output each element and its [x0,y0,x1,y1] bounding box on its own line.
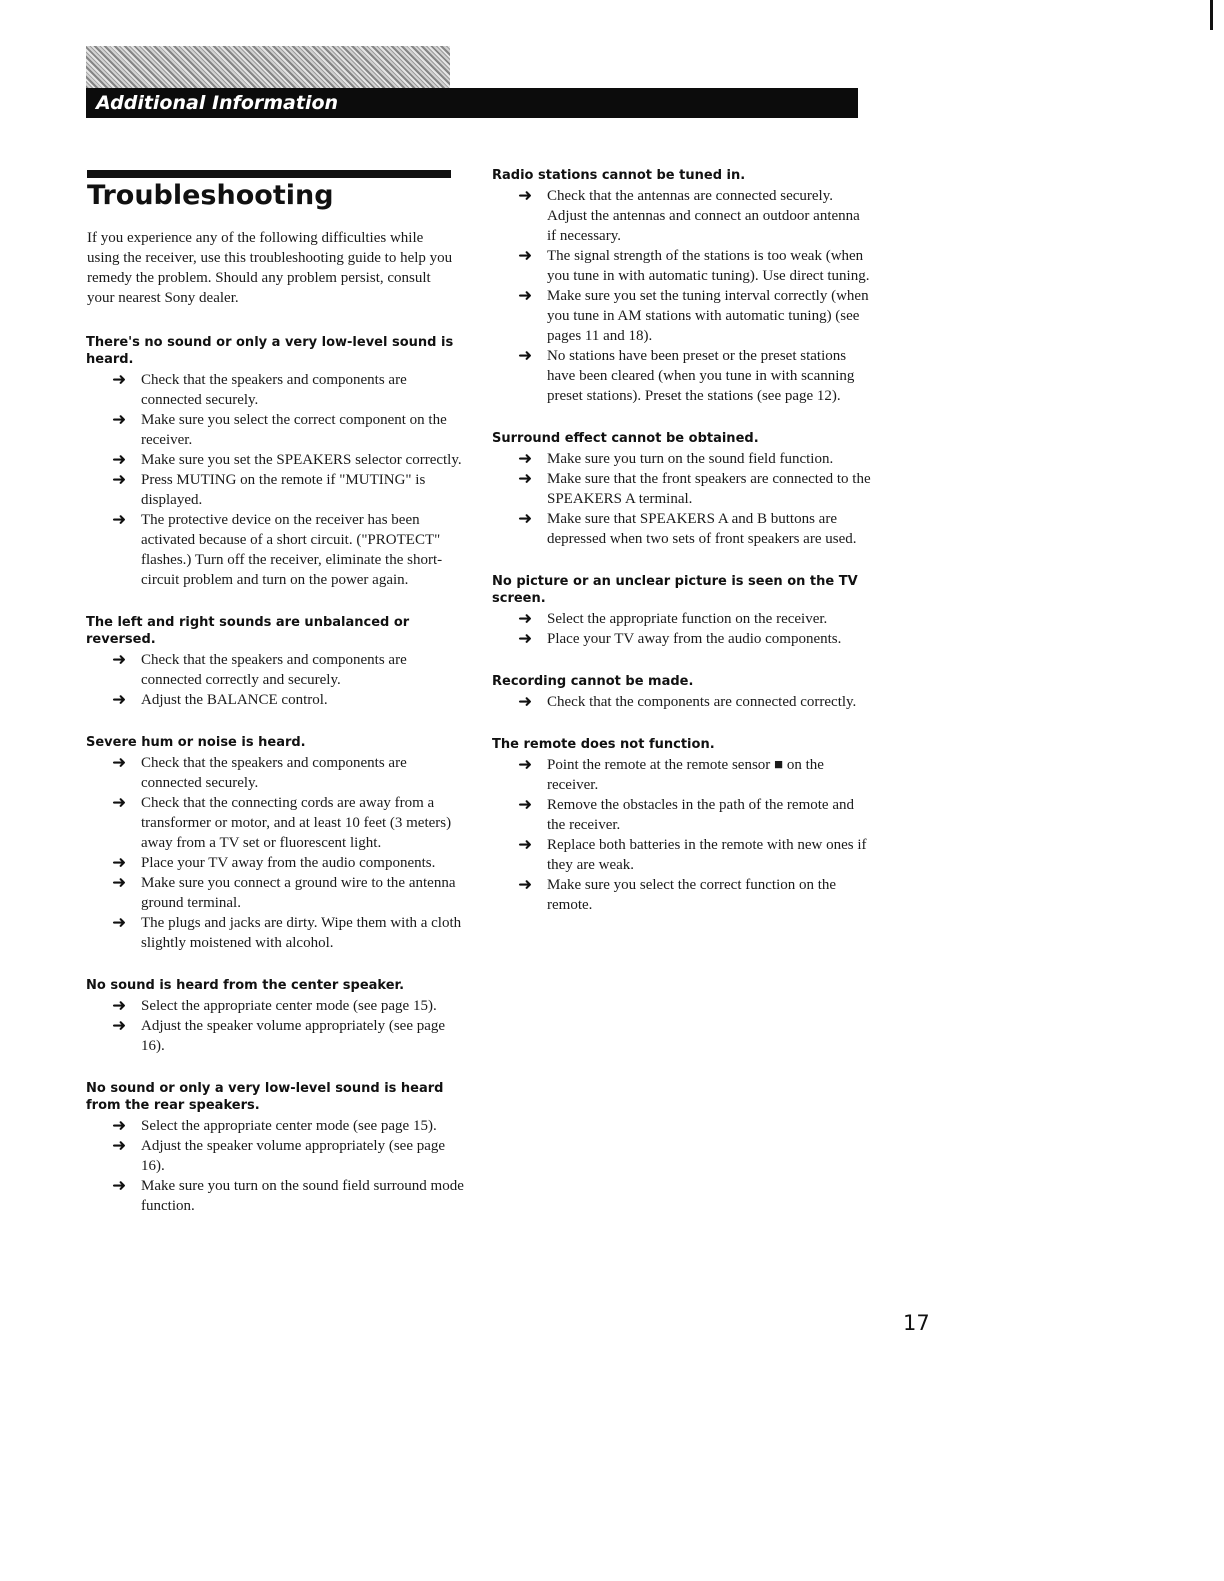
solution-text: Make sure you select the correct component on the receiver. [141,412,447,448]
solution-text: Check that the speakers and components are connected securely. [141,755,407,791]
solution-item [86,650,466,690]
solution-text: Check that the antennas are connected securely. Adjust the antennas and connect an outdoor antenna if necessary. [547,188,860,244]
intro-paragraph: If you experience any of the following difficulties while using the receiver, use this troubleshooting guide to help you remedy the problem. Should any problem persist, consult your nearest Sony dealer. [87,230,453,306]
solution-item [86,1016,466,1056]
solution-item [492,509,872,549]
solution-text: Remove the obstacles in the path of the remote and the receiver. [547,797,854,833]
solution-item [86,450,466,470]
right-arrow-icon: ➜ [518,246,533,266]
right-arrow-icon: ➜ [518,835,533,855]
title-rule [87,170,451,178]
right-arrow-icon: ➜ [112,410,127,430]
solution-item [492,346,872,406]
solution-text: The plugs and jacks are dirty. Wipe them with a cloth slightly moistened with alcohol. [141,915,462,951]
right-arrow-icon: ➜ [518,692,533,712]
solution-item [492,755,872,795]
section-heading: The left and right sounds are unbalanced or reversed. [86,615,410,647]
solution-text: Make sure you turn on the sound field function. [547,451,834,467]
section-heading: The remote does not function. [492,737,715,752]
solution-item [86,873,466,913]
section-heading: Surround effect cannot be obtained. [492,431,759,446]
solution-item [86,853,466,873]
solution-item [492,875,872,915]
right-arrow-icon: ➜ [518,286,533,306]
section-heading: Severe hum or noise is heard. [86,735,306,750]
solution-text: Make sure you connect a ground wire to the antenna ground terminal. [141,875,456,911]
right-arrow-icon: ➜ [112,650,127,670]
page-title: Troubleshooting [87,180,334,211]
right-arrow-icon: ➜ [518,755,533,775]
solution-item [492,186,872,246]
solution-item [86,753,466,793]
right-arrow-icon: ➜ [112,510,127,530]
solution-text: Place your TV away from the audio components. [141,855,436,871]
trouble-section [492,167,872,406]
trouble-section [86,1080,466,1216]
right-arrow-icon: ➜ [112,1136,127,1156]
right-arrow-icon: ➜ [518,469,533,489]
section-heading: No sound is heard from the center speaker. [86,978,405,993]
right-arrow-icon: ➜ [518,186,533,206]
right-arrow-icon: ➜ [112,793,127,813]
solution-item [86,410,466,450]
solution-text: No stations have been preset or the preset stations have been cleared (when you tune in with scanning preset stations). Preset the stations (see page 12). [547,348,855,404]
solution-text: Make sure you set the SPEAKERS selector correctly. [141,452,462,468]
solution-text: Replace both batteries in the remote with new ones if they are weak. [547,837,867,873]
solution-item [492,449,872,469]
solution-item [86,996,466,1016]
solution-item [492,692,872,712]
right-arrow-icon: ➜ [112,1116,127,1136]
right-arrow-icon: ➜ [112,753,127,773]
solution-item [492,286,872,346]
section-header-title: Additional Information [96,92,339,114]
margin-mark [1210,0,1213,30]
solution-text: Make sure you set the tuning interval correctly (when you tune in AM stations with automatic tuning) (see pages 11 and 18). [547,288,869,344]
solution-item [86,690,466,710]
solution-item [492,835,872,875]
solution-item [86,1136,466,1176]
solution-text: Press MUTING on the remote if "MUTING" is displayed. [141,472,426,508]
right-arrow-icon: ➜ [518,875,533,895]
right-arrow-icon: ➜ [112,853,127,873]
trouble-section [86,614,466,710]
solution-item [492,469,872,509]
right-arrow-icon: ➜ [112,996,127,1016]
trouble-section [492,673,872,712]
solution-text: Select the appropriate center mode (see page 15). [141,1118,437,1134]
solution-text: Check that the speakers and components are connected securely. [141,372,407,408]
right-arrow-icon: ➜ [518,449,533,469]
right-arrow-icon: ➜ [518,629,533,649]
section-heading: No sound or only a very low-level sound is heard from the rear speakers. [86,1081,444,1113]
solution-text: The signal strength of the stations is too weak (when you tune in with automatic tuning). Use direct tuning. [547,248,870,284]
solution-text: Check that the speakers and components are connected correctly and securely. [141,652,407,688]
right-arrow-icon: ➜ [112,370,127,390]
solution-text: The protective device on the receiver has been activated because of a short circuit. ("PROTECT" flashes.) Turn off the receiver, eliminate the short-circuit problem and turn on the power again. [141,512,443,588]
solution-item [492,629,872,649]
solution-text: Make sure that the front speakers are connected to the SPEAKERS A terminal. [547,471,871,507]
solution-item [86,370,466,410]
right-arrow-icon: ➜ [112,450,127,470]
solution-text: Adjust the speaker volume appropriately (see page 16). [141,1138,446,1174]
right-arrow-icon: ➜ [112,913,127,933]
solution-text: Place your TV away from the audio components. [547,631,842,647]
header-texture [86,46,450,88]
left-column [86,334,466,1216]
solution-text: Point the remote at the remote sensor ■ on the receiver. [547,757,824,793]
solution-item [492,609,872,629]
section-heading: No picture or an unclear picture is seen on the TV screen. [492,574,858,606]
trouble-section [86,734,466,953]
right-arrow-icon: ➜ [112,690,127,710]
page-number: 17 [903,1311,930,1335]
solution-text: Make sure you select the correct function on the remote. [547,877,837,913]
solution-item [492,246,872,286]
solution-text: Check that the connecting cords are away from a transformer or motor, and at least 10 feet (3 meters) away from a TV set or fluorescent light. [141,795,452,851]
section-heading: Recording cannot be made. [492,674,694,689]
trouble-section [492,736,872,915]
solution-text: Make sure that SPEAKERS A and B buttons are depressed when two sets of front speakers are used. [547,511,857,547]
solution-text: Select the appropriate center mode (see page 15). [141,998,437,1014]
section-heading: There's no sound or only a very low-level sound is heard. [86,335,454,367]
right-arrow-icon: ➜ [518,509,533,529]
solution-text: Check that the components are connected correctly. [547,694,857,710]
right-arrow-icon: ➜ [112,1016,127,1036]
right-column [492,167,872,915]
solution-item [86,793,466,853]
solution-text: Adjust the speaker volume appropriately (see page 16). [141,1018,446,1054]
trouble-section [86,334,466,590]
section-header-bar [86,88,858,118]
solution-item [492,795,872,835]
trouble-section [492,430,872,549]
right-arrow-icon: ➜ [518,346,533,366]
trouble-section [86,977,466,1056]
solution-text: Select the appropriate function on the receiver. [547,611,828,627]
trouble-section [492,573,872,649]
right-arrow-icon: ➜ [112,873,127,893]
right-arrow-icon: ➜ [518,609,533,629]
solution-item [86,1116,466,1136]
solution-item [86,1176,466,1216]
right-arrow-icon: ➜ [518,795,533,815]
solution-text: Adjust the BALANCE control. [141,692,328,708]
right-arrow-icon: ➜ [112,1176,127,1196]
section-heading: Radio stations cannot be tuned in. [492,168,746,183]
solution-text: Make sure you turn on the sound field surround mode function. [141,1178,464,1214]
solution-item [86,913,466,953]
solution-item [86,470,466,510]
solution-item [86,510,466,590]
right-arrow-icon: ➜ [112,470,127,490]
